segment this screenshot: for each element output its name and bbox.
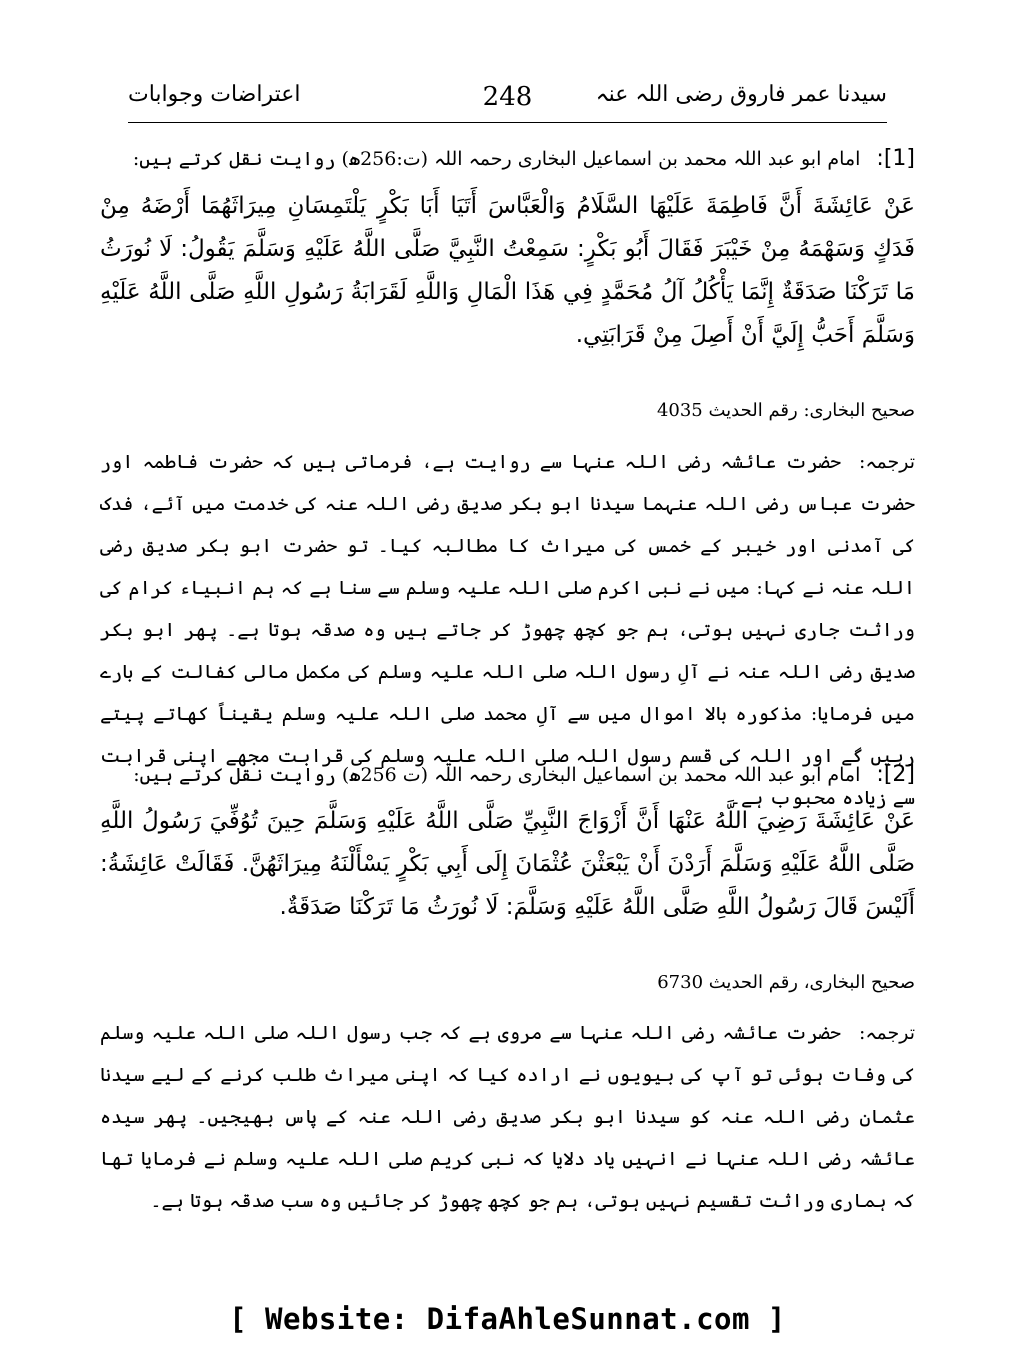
page-header — [128, 82, 887, 123]
hadith-2-narrator: امام ابو عبد اللہ محمد بن اسماعیل البخاری رحمہ اللہ (ت 256ھ) روایت نقل کرتے ہیں: — [133, 764, 861, 786]
hadith-2-reference: صحیح البخاری، رقم الحدیث 6730 — [657, 972, 915, 993]
hadith-1-translation-text: حضرت عائشہ رضی اللہ عنہا سے روایت ہے، فرماتی ہیں کہ حضرت فاطمہ اور حضرت عباس رضی اللہ عنہما سیدنا ابو بکر صدیق رضی اللہ عنہ کی خدمت میں آئے، فدک کی آمدنی اور خیبر کے خمس کی میراث کا مطالبہ کیا۔ تو حضرت ابو بکر صدیق رضی اللہ عنہ نے کہا: میں نے نبی اکرم صلی اللہ علیہ وسلم سے سنا ہے کہ ہم انبیاء کرام کی وراثت جاری نہیں ہوتی، ہم جو کچھ چھوڑ کر جاتے ہیں وہ صدقہ ہوتا ہے۔ پھر ابو بکر صدیق رضی اللہ عنہ نے آلِ رسول اللہ صلی اللہ علیہ وسلم کی مکمل مالی کفالت کے بارے میں فرمایا: مذکورہ بالا اموال میں سے آلِ محمد صلی اللہ علیہ وسلم یقیناً کھاتے پیتے رہیں گے اور اللہ کی قسم رسول اللہ صلی اللہ علیہ وسلم کی قرابت مجھے اپنی قرابت سے زیادہ محبوب ہے۔ — [100, 451, 915, 809]
hadith-1-narrator-line — [100, 146, 915, 171]
hadith-1-narrator: امام ابو عبد اللہ محمد بن اسماعیل البخاری رحمہ اللہ (ت:256ھ) روایت نقل کرتے ہیں: — [132, 148, 861, 170]
hadith-2-translation-label: ترجمہ: — [858, 1022, 915, 1044]
website-footer: [ Website: DifaAhleSunnat.com ] — [229, 1302, 786, 1336]
hadith-2-translation — [100, 1012, 915, 1222]
book-title: سیدنا عمر فاروق رضی اللہ عنہ — [595, 82, 887, 107]
section-title: اعتراضات وجوابات — [128, 82, 301, 107]
hadith-2-narrator-line — [100, 762, 915, 787]
hadith-2-number: [2]: — [876, 762, 915, 787]
hadith-2-translation-text: حضرت عائشہ رضی اللہ عنہا سے مروی ہے کہ جب رسول اللہ صلی اللہ علیہ وسلم کی وفات ہوئی تو آپ کی بیویوں نے ارادہ کیا کہ اپنی میراث طلب کرنے کے لیے سیدنا عثمان رضی اللہ عنہ کو سیدنا ابو بکر صدیق رضی اللہ عنہ کے پاس بھیجیں۔ پھر سیدہ عائشہ رضی اللہ عنہا نے انہیں یاد دلایا کہ نبی کریم صلی اللہ علیہ وسلم نے فرمایا تھا کہ ہماری وراثت تقسیم نہیں ہوتی، ہم جو کچھ چھوڑ کر جائیں وہ سب صدقہ ہوتا ہے۔ — [100, 1022, 915, 1212]
page-number: 248 — [482, 82, 533, 112]
hadith-1-arabic-text: عَنْ عَائِشَةَ أَنَّ فَاطِمَةَ عَلَيْهَا السَّلَامُ وَالْعَبَّاسَ أَتَيَا أَبَا بَكْرٍ يَلْتَمِسَانِ مِيرَاثَهُمَا أَرْضَهُ مِنْ فَدَكٍ وَسَهْمَهُ مِنْ خَيْبَرَ فَقَالَ أَبُو بَكْرٍ: سَمِعْتُ النَّبِيَّ صَلَّى اللَّهُ عَلَيْهِ وَسَلَّمَ يَقُولُ: لَا نُورَثُ مَا تَرَكْنَا صَدَقَةٌ إِنَّمَا يَأْكُلُ آلُ مُحَمَّدٍ فِي هَذَا الْمَالِ وَاللَّهِ لَقَرَابَةُ رَسُولِ اللَّهِ صَلَّى اللَّهُ عَلَيْهِ وَسَلَّمَ أَحَبُّ إِلَيَّ أَنْ أَصِلَ مِنْ قَرَابَتِي. — [100, 193, 915, 348]
hadith-1-number: [1]: — [876, 146, 915, 171]
hadith-2-arabic-text: عَنْ عَائِشَةَ رَضِيَ اللَّهُ عَنْهَا أَنَّ أَزْوَاجَ النَّبِيِّ صَلَّى اللَّهُ عَلَيْهِ وَسَلَّمَ حِينَ تُوُفِّيَ رَسُولُ اللَّهِ صَلَّى اللَّهُ عَلَيْهِ وَسَلَّمَ أَرَدْنَ أَنْ يَبْعَثْنَ عُثْمَانَ إِلَى أَبِي بَكْرٍ يَسْأَلْنَهُ مِيرَاثَهُنَّ. فَقَالَتْ عَائِشَةُ: أَلَيْسَ قَالَ رَسُولُ اللَّهِ صَلَّى اللَّهُ عَلَيْهِ وَسَلَّمَ: لَا نُورَثُ مَا تَرَكْنَا صَدَقَةٌ. — [100, 808, 915, 920]
hadith-1-translation-label: ترجمہ: — [858, 451, 915, 473]
hadith-1-reference: صحیح البخاری: رقم الحدیث 4035 — [656, 400, 915, 421]
